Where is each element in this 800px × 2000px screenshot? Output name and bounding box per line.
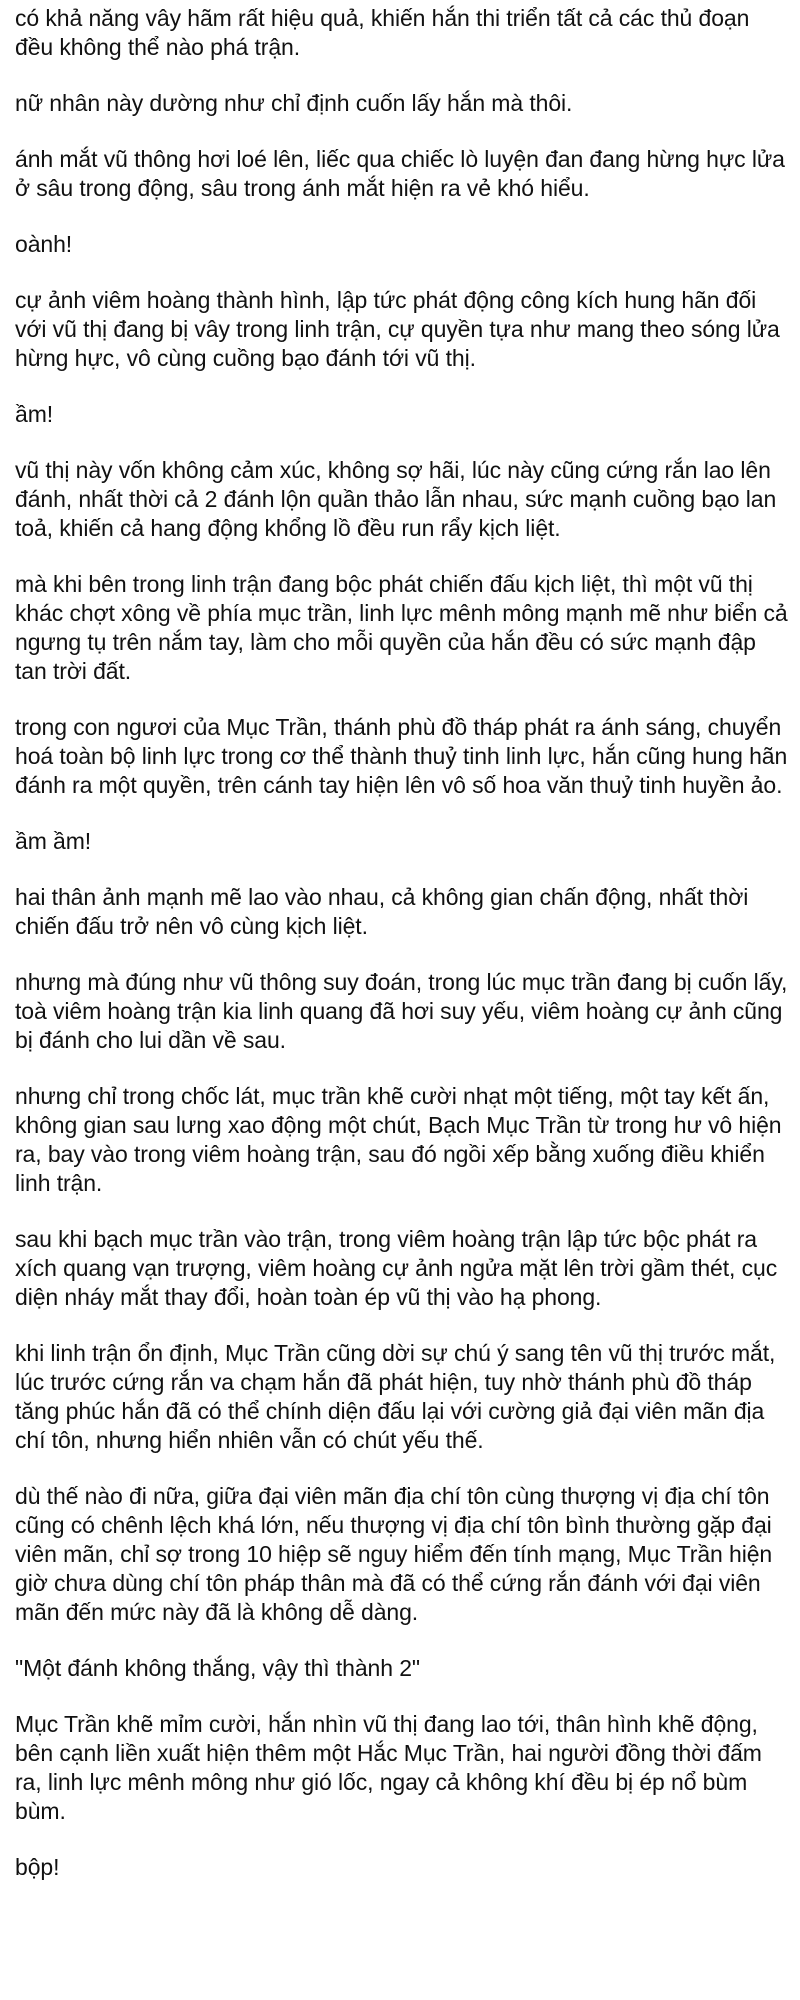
paragraph: nhưng chỉ trong chốc lát, mục trần khẽ cười nhạt một tiếng, một tay kết ấn, không gian sau lưng xao động một chút, Bạch Mục Trần từ trong hư vô hiện ra, bay vào trong viêm hoàng trận, sau đó ngồi xếp bằng xuống điều khiển linh trận. (15, 1083, 782, 1196)
paragraph: trong con ngươi của Mục Trần, thánh phù đồ tháp phát ra ánh sáng, chuyển hoá toàn bộ linh lực trong cơ thể thành thuỷ tinh linh lực, hắn cũng hung hãn đánh ra một quyền, trên cánh tay hiện lên vô số hoa văn thuỷ tinh huyền ảo. (15, 714, 788, 798)
paragraph: cự ảnh viêm hoàng thành hình, lập tức phát động công kích hung hãn đối với vũ thị đang bị vây trong linh trận, cự quyền tựa như mang theo sóng lửa hừng hực, vô cùng cuồng bạo đánh tới vũ thị. (15, 287, 780, 371)
paragraph: hai thân ảnh mạnh mẽ lao vào nhau, cả không gian chấn động, nhất thời chiến đấu trở nên vô cùng kịch liệt. (15, 884, 749, 939)
paragraph: ầm ầm! (15, 828, 92, 854)
paragraph: ầm! (15, 401, 54, 427)
paragraph: Mục Trần khẽ mỉm cười, hắn nhìn vũ thị đang lao tới, thân hình khẽ động, bên cạnh liền xuất hiện thêm một Hắc Mục Trần, hai người đồng thời đấm ra, linh lực mênh mông như gió lốc, ngay cả không khí đều bị ép nổ bùm bùm. (15, 1711, 762, 1824)
paragraph: ánh mắt vũ thông hơi loé lên, liếc qua chiếc lò luyện đan đang hừng hực lửa ở sâu trong động, sâu trong ánh mắt hiện ra vẻ khó hiểu. (15, 146, 785, 201)
paragraph: mà khi bên trong linh trận đang bộc phát chiến đấu kịch liệt, thì một vũ thị khác chợt xông về phía mục trần, linh lực mênh mông mạnh mẽ như biển cả ngưng tụ trên nắm tay, làm cho mỗi quyền của hắn đều có sức mạnh đập tan trời đất. (15, 571, 788, 684)
paragraph: "Một đánh không thắng, vậy thì thành 2" (15, 1655, 420, 1681)
paragraph: nhưng mà đúng như vũ thông suy đoán, trong lúc mục trần đang bị cuốn lấy, toà viêm hoàng trận kia linh quang đã hơi suy yếu, viêm hoàng cự ảnh cũng bị đánh cho lui dần về sau. (15, 969, 788, 1053)
paragraph: dù thế nào đi nữa, giữa đại viên mãn địa chí tôn cùng thượng vị địa chí tôn cũng có chênh lệch khá lớn, nếu thượng vị địa chí tôn bình thường gặp đại viên mãn, chỉ sợ trong 10 hiệp sẽ nguy hiểm đến tính mạng, Mục Trần hiện giờ chưa dùng chí tôn pháp thân mà đã có thể cứng rắn đánh với đại viên mãn đến mức này đã là không dễ dàng. (15, 1483, 773, 1625)
paragraph: nữ nhân này dường như chỉ định cuốn lấy hắn mà thôi. (15, 90, 573, 116)
paragraph: oành! (15, 231, 73, 257)
paragraph: vũ thị này vốn không cảm xúc, không sợ hãi, lúc này cũng cứng rắn lao lên đánh, nhất thời cả 2 đánh lộn quần thảo lẫn nhau, sức mạnh cuồng bạo lan toả, khiến cả hang động khổng lồ đều run rẩy kịch liệt. (15, 457, 777, 541)
paragraph: có khả năng vây hãm rất hiệu quả, khiến hắn thi triển tất cả các thủ đoạn đều không thể nào phá trận. (15, 5, 750, 60)
paragraph: bộp! (15, 1854, 60, 1880)
paragraph: sau khi bạch mục trần vào trận, trong viêm hoàng trận lập tức bộc phát ra xích quang vạn trượng, viêm hoàng cự ảnh ngửa mặt lên trời gầm thét, cục diện nháy mắt thay đổi, hoàn toàn ép vũ thị vào hạ phong. (15, 1226, 778, 1310)
story-text (15, 4, 790, 1909)
paragraph: khi linh trận ổn định, Mục Trần cũng dời sự chú ý sang tên vũ thị trước mắt, lúc trước cứng rắn va chạm hắn đã phát hiện, tuy nhờ thánh phù đồ tháp tăng phúc hắn đã có thể chính diện đấu lại với cường giả đại viên mãn địa chí tôn, nhưng hiển nhiên vẫn có chút yếu thế. (15, 1340, 776, 1453)
